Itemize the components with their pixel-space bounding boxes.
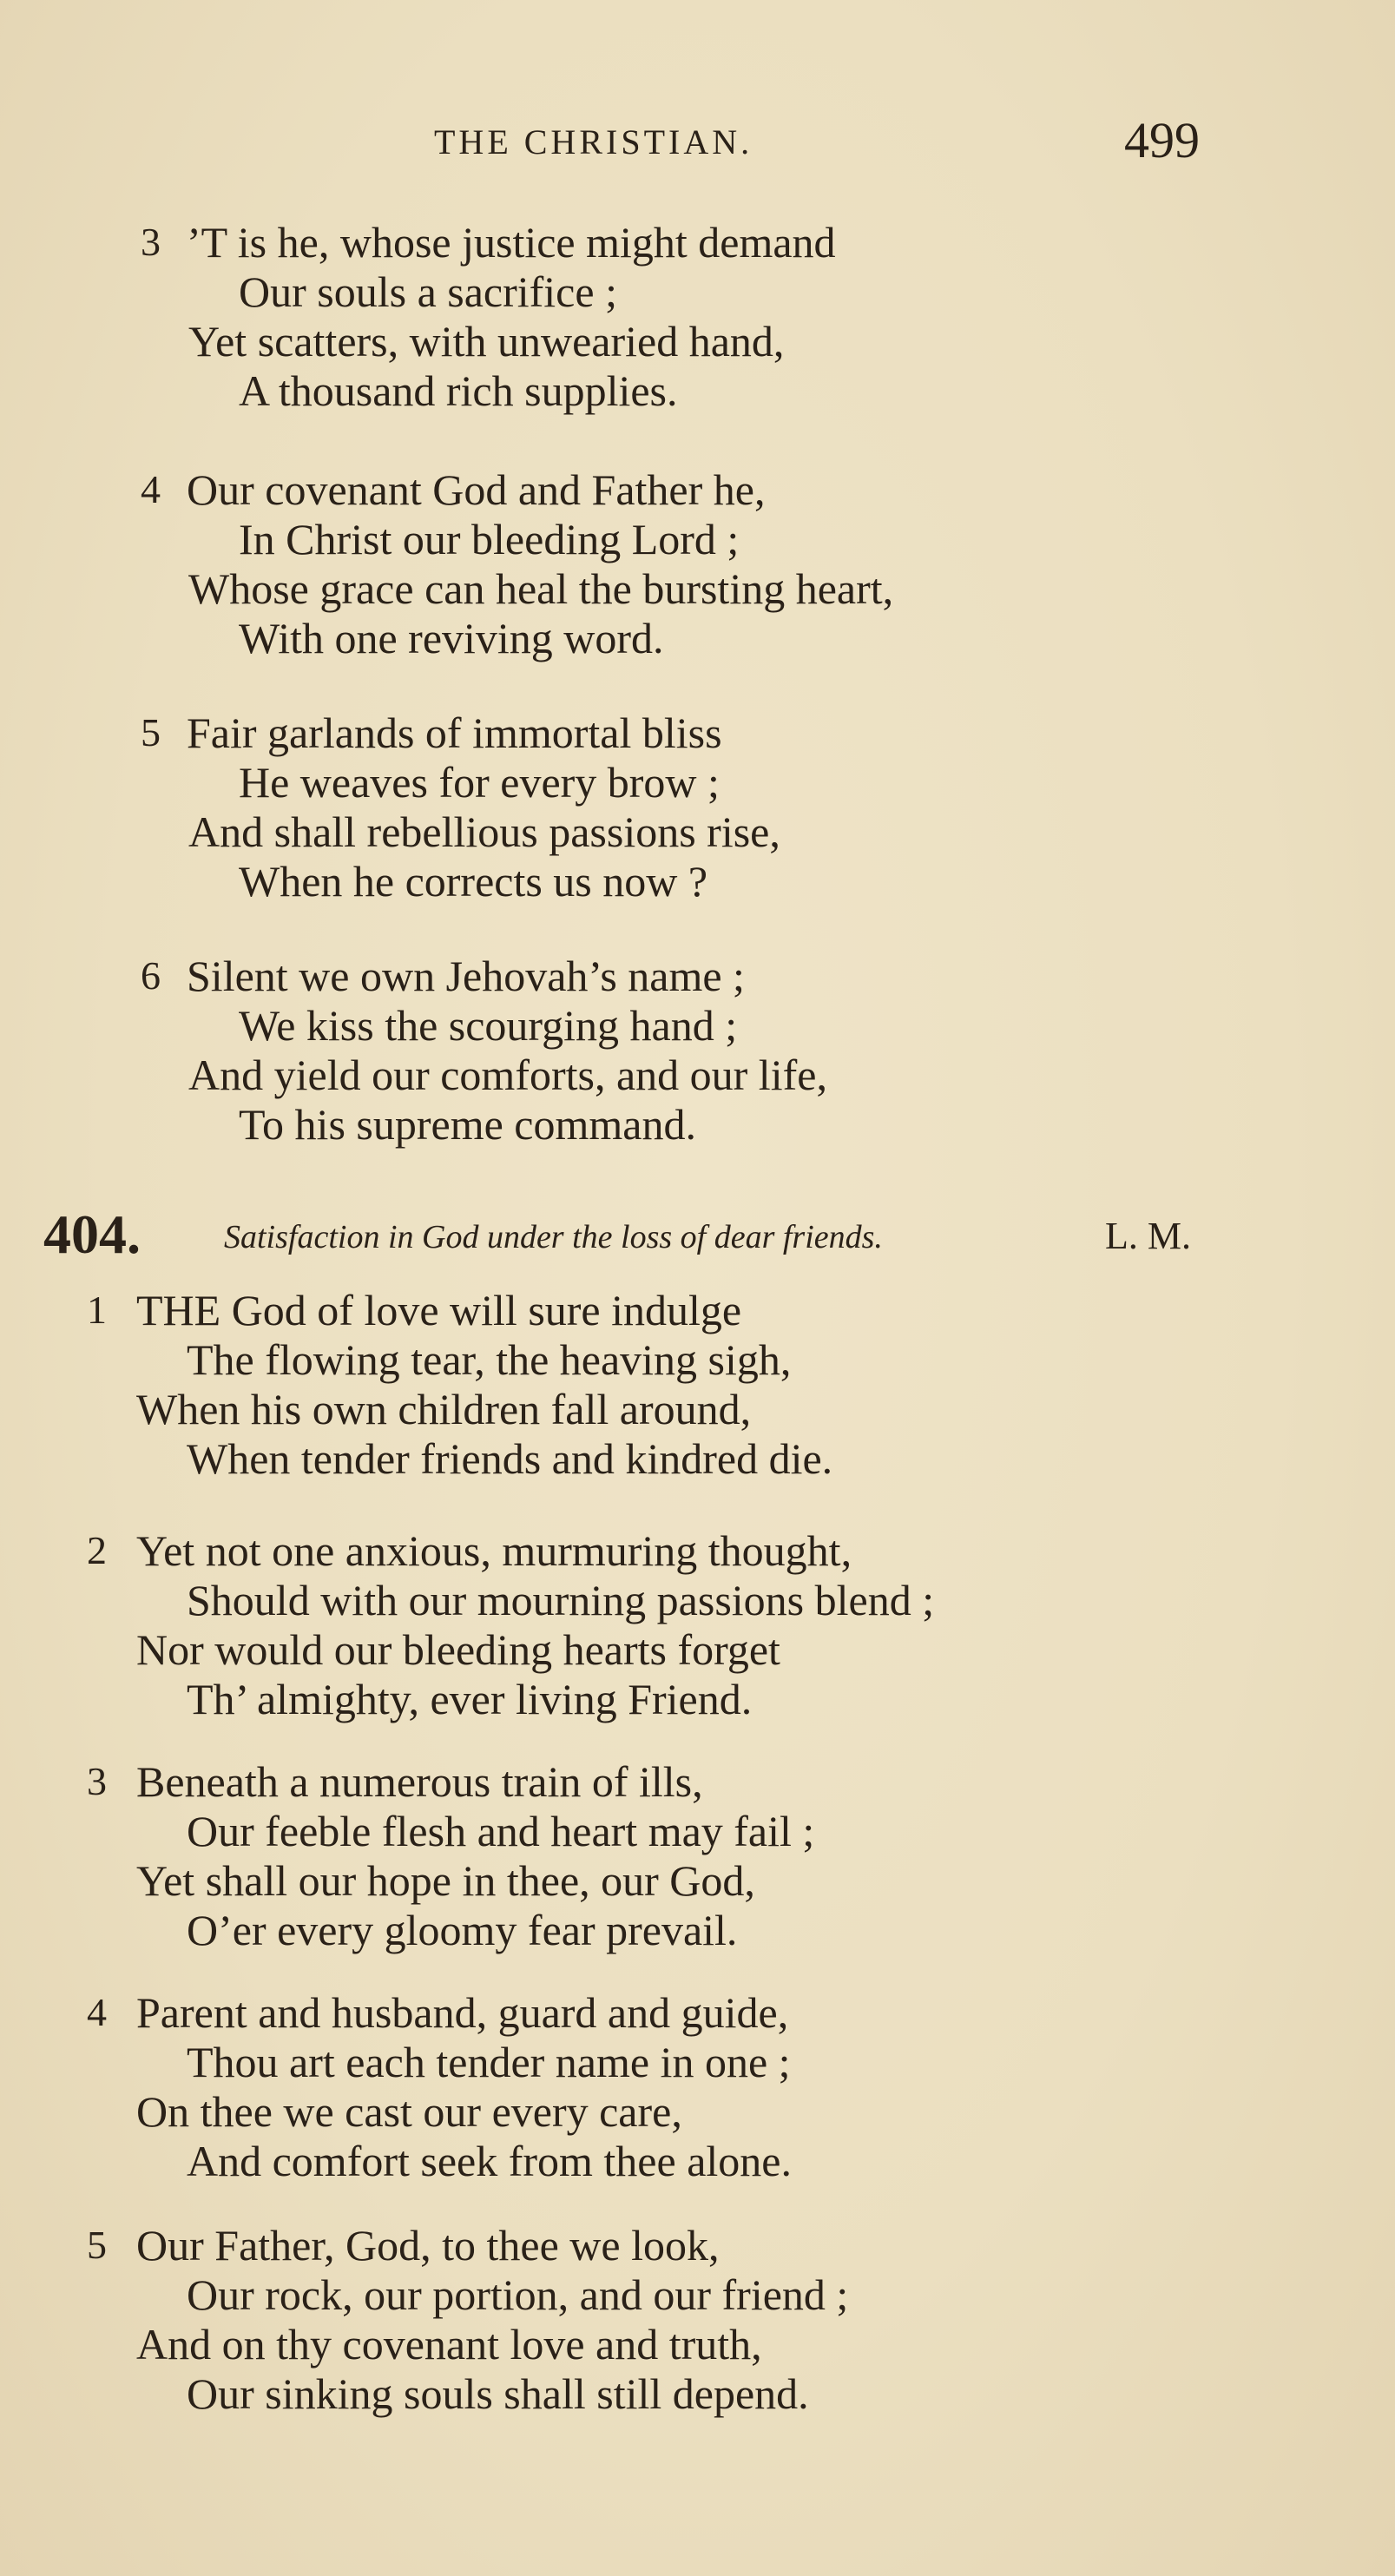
verse-line: We kiss the scourging hand ; xyxy=(239,1001,738,1050)
verse-line: To his supreme command. xyxy=(239,1100,696,1149)
stanza-number: 1 xyxy=(87,1288,107,1332)
hymn-meter: L. M. xyxy=(1105,1215,1191,1257)
verse-line: And on thy covenant love and truth, xyxy=(136,2320,762,2368)
verse-line: The flowing tear, the heaving sigh, xyxy=(187,1335,792,1384)
verse-line: And shall rebellious passions rise, xyxy=(188,807,780,856)
running-head: THE CHRISTIAN. xyxy=(434,122,753,161)
verse-line: Our feeble flesh and heart may fail ; xyxy=(187,1807,815,1855)
verse-line: THE God of love will sure indulge xyxy=(136,1286,742,1334)
verse-line: He weaves for every brow ; xyxy=(239,758,720,807)
page-number: 499 xyxy=(1124,112,1200,168)
verse-line: In Christ our bleeding Lord ; xyxy=(239,515,740,563)
verse-line: Beneath a numerous train of ills, xyxy=(136,1757,703,1806)
verse-line: Our covenant God and Father he, xyxy=(187,465,766,514)
verse-line: Our sinking souls shall still depend. xyxy=(187,2369,809,2418)
verse-line: Th’ almighty, ever living Friend. xyxy=(187,1675,753,1723)
verse-line: Yet shall our hope in thee, our God, xyxy=(136,1856,755,1905)
verse-line: Our Father, God, to thee we look, xyxy=(136,2221,720,2270)
verse-line: With one reviving word. xyxy=(239,614,664,662)
verse-line: Nor would our bleeding hearts forget xyxy=(136,1625,780,1674)
verse-line: When his own children fall around, xyxy=(136,1385,752,1433)
verse-line: When tender friends and kindred die. xyxy=(187,1434,833,1483)
verse-line: On thee we cast our every care, xyxy=(136,2087,682,2136)
verse-line: Parent and husband, guard and guide, xyxy=(136,1988,789,2037)
stanza-number: 6 xyxy=(141,953,161,998)
stanza-number: 5 xyxy=(87,2223,107,2267)
stanza-number: 2 xyxy=(87,1528,107,1572)
hymn-title: Satisfaction in God under the loss of dear friends. xyxy=(224,1219,883,1255)
verse-line: Fair garlands of immortal bliss xyxy=(187,708,722,757)
hymn-number: 404. xyxy=(43,1203,141,1265)
stanza-number: 5 xyxy=(141,710,161,754)
stanza-number: 4 xyxy=(141,467,161,511)
verse-line: Silent we own Jehovah’s name ; xyxy=(187,952,745,1000)
verse-line: Yet not one anxious, murmuring thought, xyxy=(136,1526,852,1575)
verse-line: Whose grace can heal the bursting heart, xyxy=(188,564,894,613)
verse-line: Our rock, our portion, and our friend ; xyxy=(187,2270,849,2319)
verse-line: O’er every gloomy fear prevail. xyxy=(187,1906,738,1954)
verse-line: And comfort seek from thee alone. xyxy=(187,2137,792,2185)
verse-line: Thou art each tender name in one ; xyxy=(187,2038,791,2086)
verse-line: Should with our mourning passions blend ; xyxy=(187,1576,935,1624)
verse-line: ’T is he, whose justice might demand xyxy=(187,218,836,267)
stanza-number: 4 xyxy=(87,1990,107,2034)
verse-line: When he corrects us now ? xyxy=(239,857,708,906)
verse-line: A thousand rich supplies. xyxy=(239,366,678,415)
verse-line: And yield our comforts, and our life, xyxy=(188,1051,827,1099)
stanza-number: 3 xyxy=(87,1759,107,1803)
verse-line: Yet scatters, with unwearied hand, xyxy=(188,317,785,366)
stanza-number: 3 xyxy=(141,220,161,264)
verse-line: Our souls a sacrifice ; xyxy=(239,267,617,316)
